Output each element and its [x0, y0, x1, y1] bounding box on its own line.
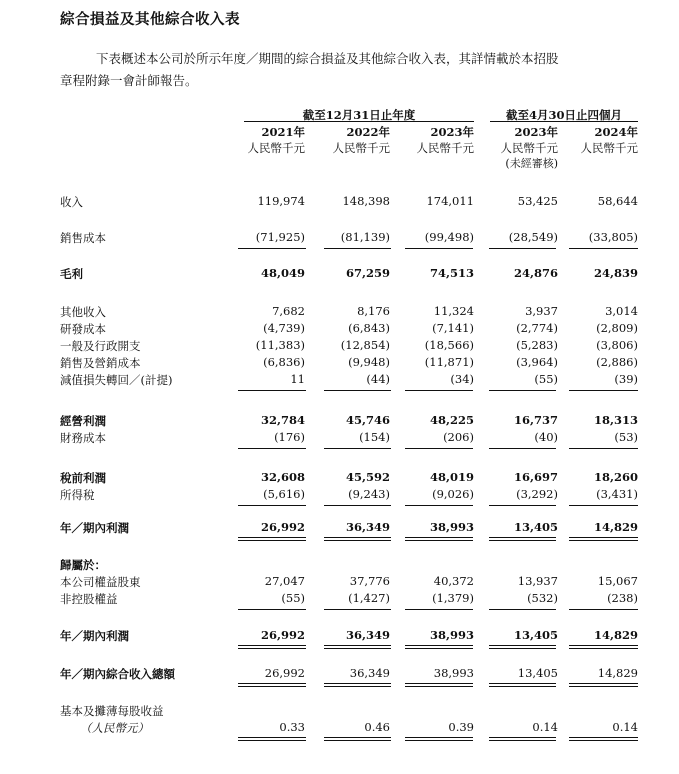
table-cell: 67,259 [345, 266, 390, 280]
table-cell: 13,405 [513, 628, 558, 642]
row-label: 歸屬於： [60, 558, 106, 572]
table-cell: (9,026) [432, 487, 474, 501]
table-cell: 48,049 [260, 266, 305, 280]
row-label: 銷售及營銷成本 [60, 356, 141, 370]
table-cell: 45,592 [345, 470, 390, 484]
row-label: 研發成本 [60, 322, 106, 336]
rule-line [324, 609, 391, 610]
rule-line [238, 390, 306, 391]
rule-line [489, 737, 556, 738]
table-cell: (55) [534, 372, 558, 386]
table-cell: 32,608 [260, 470, 305, 484]
table-cell: 0.33 [279, 720, 305, 734]
table-cell: (18,566) [424, 338, 474, 352]
rule-line [569, 648, 638, 649]
row-label: 年／期內利潤 [60, 629, 129, 643]
rule-line [405, 645, 473, 646]
rule-line [238, 648, 306, 649]
rule-line [238, 248, 306, 249]
table-cell: (5,283) [516, 338, 558, 352]
table-cell: 38,993 [433, 666, 474, 680]
table-cell: 26,992 [264, 666, 305, 680]
rule-line [324, 537, 391, 538]
rule-line [324, 540, 391, 541]
rule-line [324, 248, 391, 249]
rule-line [569, 390, 638, 391]
table-cell: (2,886) [596, 355, 638, 369]
rule-line [405, 686, 473, 687]
table-cell: 48,019 [429, 470, 474, 484]
table-cell: 18,260 [593, 470, 638, 484]
table-cell: 0.14 [532, 720, 558, 734]
table-cell: 16,737 [513, 413, 558, 427]
table-cell: 40,372 [433, 574, 474, 588]
table-cell: (7,141) [432, 321, 474, 335]
row-label: 年／期內綜合收入總額 [60, 667, 175, 681]
table-cell: 27,047 [264, 574, 305, 588]
table-cell: 38,993 [429, 520, 474, 534]
column-header: 2023年 人民幣千元 (未經審核) [500, 125, 558, 170]
table-cell: 16,697 [513, 470, 558, 484]
table-cell: 13,405 [513, 520, 558, 534]
rule-line [489, 686, 556, 687]
table-cell: 0.39 [448, 720, 474, 734]
table-cell: 18,313 [593, 413, 638, 427]
table-cell: 174,011 [426, 194, 474, 208]
row-label: 基本及攤薄每股收益 [60, 704, 164, 718]
table-cell: (39) [614, 372, 638, 386]
column-group-four-months: 截至4月30日止四個月 [505, 108, 622, 122]
table-cell: 0.14 [612, 720, 638, 734]
table-cell: 48,225 [429, 413, 474, 427]
table-cell: 3,937 [525, 304, 558, 318]
rule-line [405, 540, 473, 541]
row-label: 年／期內利潤 [60, 521, 129, 535]
table-cell: 148,398 [342, 194, 390, 208]
rule-line [489, 609, 556, 610]
table-cell: 8,176 [357, 304, 390, 318]
rule-line [569, 505, 638, 506]
rule-line [405, 737, 473, 738]
table-cell: (154) [359, 430, 390, 444]
table-cell: 37,776 [349, 574, 390, 588]
rule-line [569, 645, 638, 646]
table-cell: 0.46 [364, 720, 390, 734]
rule-line [324, 648, 391, 649]
table-cell: (1,427) [348, 591, 390, 605]
row-label: 所得稅 [60, 488, 95, 502]
table-cell: 58,644 [597, 194, 638, 208]
table-cell: (34) [450, 372, 474, 386]
rule-line [324, 686, 391, 687]
rule-line [569, 448, 638, 449]
table-cell: 7,682 [272, 304, 305, 318]
table-cell: (3,431) [596, 487, 638, 501]
table-cell: 119,974 [257, 194, 305, 208]
table-cell: (2,809) [596, 321, 638, 335]
rule-line [405, 390, 473, 391]
table-cell: 13,937 [517, 574, 558, 588]
rule-line [238, 448, 306, 449]
table-cell: 24,876 [513, 266, 558, 280]
table-cell: (99,498) [424, 230, 474, 244]
rule-line [569, 537, 638, 538]
intro-paragraph [60, 48, 650, 92]
group-underline [244, 121, 474, 122]
table-cell: 14,829 [597, 666, 638, 680]
table-cell: (81,139) [340, 230, 390, 244]
row-label: 銷售成本 [60, 231, 106, 245]
rule-line [405, 448, 473, 449]
rule-line [569, 248, 638, 249]
table-cell: 11 [290, 372, 305, 386]
rule-line [489, 740, 556, 741]
rule-line [405, 248, 473, 249]
rule-line [489, 540, 556, 541]
table-cell: (5,616) [263, 487, 305, 501]
column-header: 2023年 人民幣千元 [416, 125, 474, 155]
rule-line [489, 448, 556, 449]
table-cell: 14,829 [593, 628, 638, 642]
table-cell: 24,839 [593, 266, 638, 280]
row-label: 稅前利潤 [60, 471, 106, 485]
row-label: 一般及行政開支 [60, 339, 141, 353]
table-cell: 74,513 [429, 266, 474, 280]
table-cell: (9,243) [348, 487, 390, 501]
table-cell: (6,836) [263, 355, 305, 369]
intro-line-1: 下表概述本公司於所示年度／期間的綜合損益及其他綜合收入表，其詳情載於本招股 [96, 51, 559, 66]
page-title: 綜合損益及其他綜合收入表 [60, 12, 240, 28]
rule-line [238, 740, 306, 741]
table-cell: 36,349 [345, 520, 390, 534]
rule-line [569, 740, 638, 741]
rule-line [405, 537, 473, 538]
table-cell: 15,067 [597, 574, 638, 588]
row-label: 經營利潤 [60, 414, 106, 428]
rule-line [238, 683, 306, 684]
table-cell: (1,379) [432, 591, 474, 605]
rule-line [324, 505, 391, 506]
table-cell: (71,925) [255, 230, 305, 244]
rule-line [238, 686, 306, 687]
rule-line [569, 609, 638, 610]
rule-line [489, 683, 556, 684]
column-header: 2022年 人民幣千元 [332, 125, 390, 155]
rule-line [569, 540, 638, 541]
row-label: （人民幣元） [80, 721, 149, 735]
table-cell: (238) [607, 591, 638, 605]
intro-line-2: 章程附錄一會計師報告。 [60, 73, 198, 88]
table-cell: (9,948) [348, 355, 390, 369]
table-cell: (2,774) [516, 321, 558, 335]
rule-line [238, 609, 306, 610]
table-cell: (55) [281, 591, 305, 605]
table-cell: (532) [527, 591, 558, 605]
rule-line [324, 683, 391, 684]
table-cell: (206) [443, 430, 474, 444]
rule-line [489, 645, 556, 646]
table-cell: (11,871) [424, 355, 474, 369]
table-cell: (40) [534, 430, 558, 444]
rule-line [569, 737, 638, 738]
rule-line [489, 648, 556, 649]
rule-line [405, 505, 473, 506]
column-header: 2021年 人民幣千元 [247, 125, 305, 155]
row-label: 毛利 [60, 267, 83, 281]
rule-line [489, 505, 556, 506]
table-cell: (33,805) [588, 230, 638, 244]
rule-line [324, 740, 391, 741]
rule-line [324, 645, 391, 646]
rule-line [405, 683, 473, 684]
table-cell: 53,425 [517, 194, 558, 208]
table-cell: (4,739) [263, 321, 305, 335]
table-cell: (12,854) [340, 338, 390, 352]
row-label: 減值損失轉回／(計提) [60, 373, 173, 387]
table-cell: 36,349 [345, 628, 390, 642]
rule-line [405, 740, 473, 741]
table-cell: (3,806) [596, 338, 638, 352]
table-cell: 26,992 [260, 520, 305, 534]
rule-line [238, 645, 306, 646]
rule-line [238, 505, 306, 506]
rule-line [405, 648, 473, 649]
table-cell: (44) [366, 372, 390, 386]
rule-line [489, 248, 556, 249]
table-cell: 38,993 [429, 628, 474, 642]
rule-line [569, 683, 638, 684]
table-cell: (28,549) [508, 230, 558, 244]
row-label: 其他收入 [60, 305, 106, 319]
row-label: 非控股權益 [60, 592, 118, 606]
table-cell: 13,405 [517, 666, 558, 680]
table-cell: 32,784 [260, 413, 305, 427]
table-cell: (6,843) [348, 321, 390, 335]
rule-line [405, 609, 473, 610]
rule-line [489, 390, 556, 391]
table-cell: (3,964) [516, 355, 558, 369]
table-cell: 45,746 [345, 413, 390, 427]
table-cell: (176) [274, 430, 305, 444]
column-header: 2024年 人民幣千元 [580, 125, 638, 155]
table-cell: 3,014 [605, 304, 638, 318]
table-cell: 26,992 [260, 628, 305, 642]
rule-line [324, 390, 391, 391]
row-label: 收入 [60, 195, 83, 209]
rule-line [238, 537, 306, 538]
rule-line [569, 686, 638, 687]
rule-line [238, 737, 306, 738]
group-underline [490, 121, 638, 122]
rule-line [238, 540, 306, 541]
table-cell: (3,292) [516, 487, 558, 501]
column-group-year: 截至12月31日止年度 [302, 108, 416, 122]
table-cell: 11,324 [433, 304, 474, 318]
table-cell: (11,383) [255, 338, 305, 352]
table-cell: 14,829 [593, 520, 638, 534]
table-cell: 36,349 [349, 666, 390, 680]
table-cell: (53) [614, 430, 638, 444]
row-label: 本公司權益股東 [60, 575, 141, 589]
row-label: 財務成本 [60, 431, 106, 445]
rule-line [324, 448, 391, 449]
rule-line [324, 737, 391, 738]
rule-line [489, 537, 556, 538]
